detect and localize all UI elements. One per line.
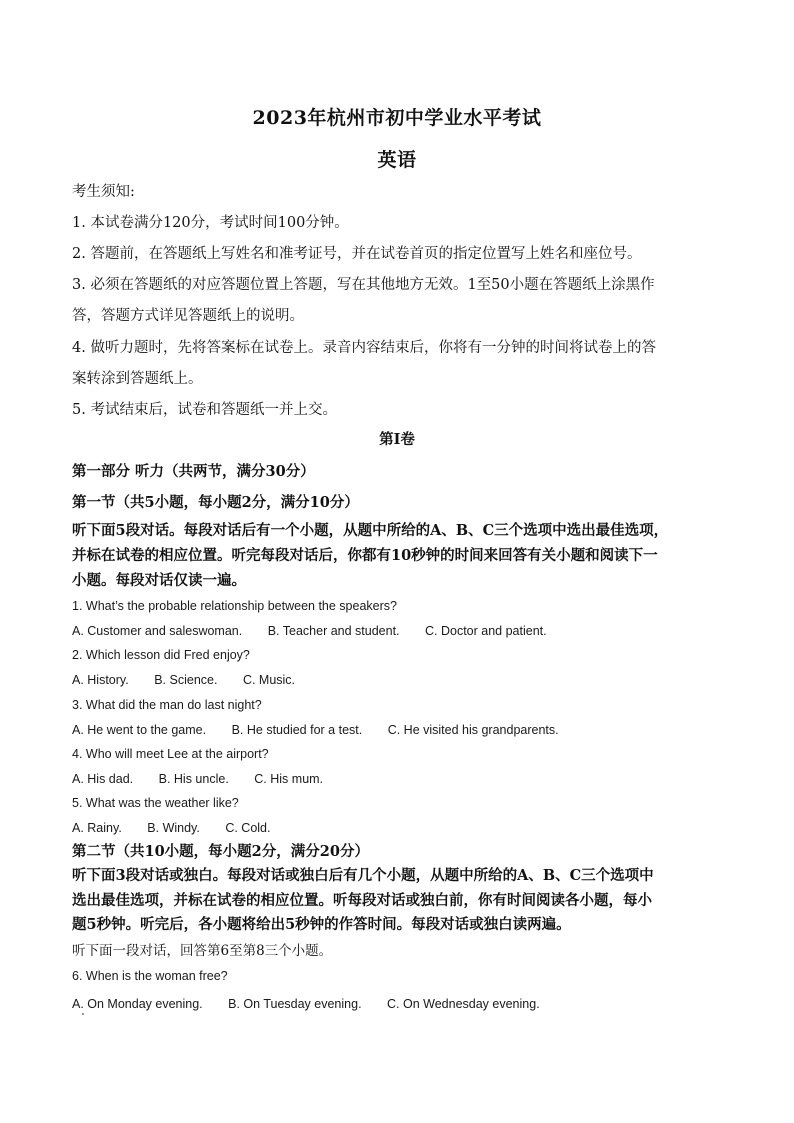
question-6: 6. When is the woman free? <box>72 969 228 983</box>
option-c: C. Music. <box>242 673 296 687</box>
stray-dot <box>82 1013 84 1015</box>
option-c: C. Cold. <box>225 821 271 835</box>
notice-item-1: 1. 本试卷满分120分，考试时间100分钟。 <box>72 215 349 231</box>
question-5-options <box>72 818 724 838</box>
section2-heading: 第二节（共10小题，每小题2分，满分20分） <box>72 843 369 860</box>
option-b: B. His uncle. <box>158 772 229 786</box>
option-a: A. On Monday evening. <box>72 997 203 1011</box>
volume-heading: 第Ⅰ卷 <box>379 431 415 448</box>
option-b: B. Science. <box>154 673 218 687</box>
option-a: A. Rainy. <box>72 821 122 835</box>
option-c: C. His mum. <box>254 772 324 786</box>
section1-instruction-3: 小题。每段对话仅读一遍。 <box>72 572 246 589</box>
option-a: A. His dad. <box>72 772 134 786</box>
section2-sub-instruction: 听下面一段对话，回答第6至第8三个小题。 <box>72 943 333 959</box>
section2-instruction-3: 题5秒钟。听完后，各小题将给出5秒钟的作答时间。每段对话或独白读两遍。 <box>72 916 571 933</box>
option-b: B. Teacher and student. <box>267 624 400 638</box>
section2-instruction-2: 选出最佳选项，并标在试卷的相应位置。听每段对话或独白前，你有时间阅读各小题，每小 <box>72 892 652 909</box>
question-4-options <box>72 769 724 789</box>
part1-heading: 第一部分 听力（共两节，满分30分） <box>72 463 315 480</box>
notice-item-2: 2. 答题前，在答题纸上写姓名和准考证号，并在试卷首页的指定位置写上姓名和座位号。 <box>72 246 642 262</box>
option-a: A. He went to the game. <box>72 723 207 737</box>
notice-item-4: 4. 做听力题时，先将答案标在试卷上。录音内容结束后，你将有一分钟的时间将试卷上的答 <box>72 340 656 356</box>
question-2: 2. Which lesson did Fred enjoy? <box>72 648 250 662</box>
notice-item-5: 5. 考试结束后，试卷和答题纸一并上交。 <box>72 402 337 418</box>
option-b: B. Windy. <box>147 821 200 835</box>
notice-heading: 考生须知: <box>72 184 135 200</box>
question-5: 5. What was the weather like? <box>72 796 239 810</box>
subject-title: 英语 <box>377 149 417 171</box>
question-3-options <box>72 720 724 740</box>
option-b: B. On Tuesday evening. <box>228 997 362 1011</box>
option-c: C. He visited his grandparents. <box>387 723 559 737</box>
question-4: 4. Who will meet Lee at the airport? <box>72 747 269 761</box>
section1-heading: 第一节（共5小题，每小题2分，满分10分） <box>72 494 359 511</box>
section1-instruction-2: 并标在试卷的相应位置。听完每段对话后，你都有10秒钟的时间来回答有关小题和阅读下一 <box>72 547 658 564</box>
section1-instruction-1: 听下面5段对话。每段对话后有一个小题，从题中所给的A、B、C三个选项中选出最佳选项， <box>72 522 669 539</box>
question-1-options <box>72 621 724 641</box>
section2-instruction-1: 听下面3段对话或独白。每段对话或独白后有几个小题，从题中所给的A、B、C三个选项中 <box>72 867 654 884</box>
notice-item-4-cont: 案转涂到答题纸上。 <box>72 371 203 387</box>
notice-item-3-cont: 答，答题方式详见答题纸上的说明。 <box>72 308 304 324</box>
exam-title: 2023年杭州市初中学业水平考试 <box>252 107 542 129</box>
question-1: 1. What’s the probable relationship between the speakers? <box>72 599 397 613</box>
question-6-options <box>72 994 724 1014</box>
question-2-options <box>72 670 724 690</box>
option-a: A. History. <box>72 673 129 687</box>
option-c: C. On Wednesday evening. <box>387 997 540 1011</box>
question-3: 3. What did the man do last night? <box>72 698 262 712</box>
option-b: B. He studied for a test. <box>231 723 363 737</box>
option-c: C. Doctor and patient. <box>425 624 547 638</box>
notice-item-3: 3. 必须在答题纸的对应答题位置上答题，写在其他地方无效。1至50小题在答题纸上涂黑作 <box>72 277 655 293</box>
option-a: A. Customer and saleswoman. <box>72 624 243 638</box>
